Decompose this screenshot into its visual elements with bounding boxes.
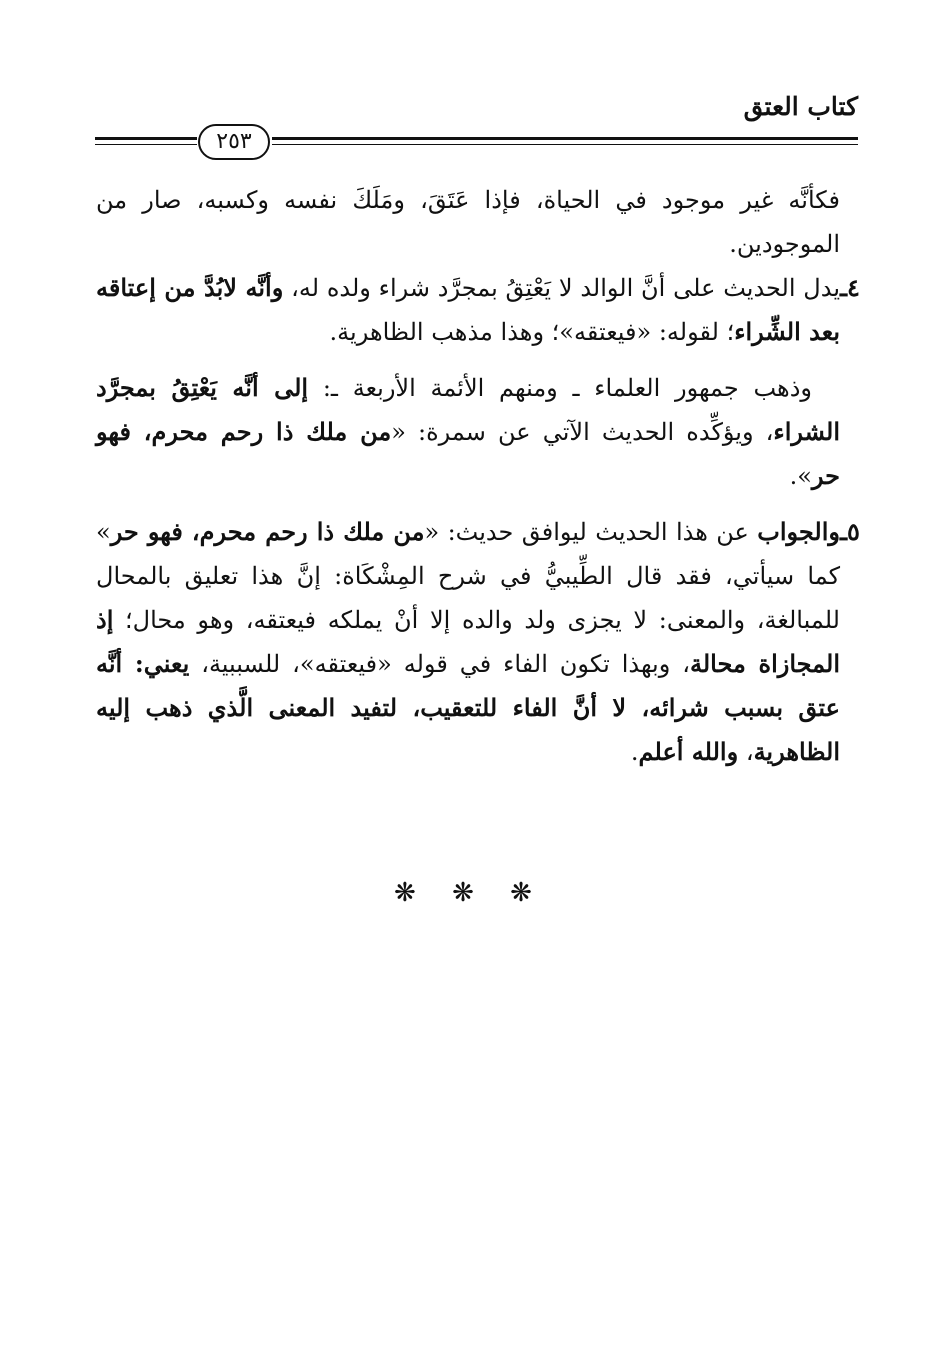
header-rule-right-thin bbox=[272, 144, 858, 145]
paragraph-continuation: فكأنَّه غير موجود في الحياة، فإذا عَتَقَ، ومَلَكَ نفسه وكسبه، صار من الموجودين. bbox=[96, 186, 841, 258]
item-number-5: ٥ـ bbox=[840, 517, 860, 546]
item-5-text-1: عن هذا الحديث ليوافق حديث: « bbox=[424, 518, 758, 546]
running-title: كتاب العتق bbox=[743, 92, 858, 121]
jumhur-text-2: ، ويؤكِّده الحديث الآتي عن سمرة: « bbox=[391, 418, 774, 446]
item-5-bold-4: يعني: أنَّه عتق بسبب شرائه، لا أنَّ الفاء للتعقيب، لتفيد المعنى الَّذي ذهب إليه الظاهرية bbox=[96, 649, 840, 766]
item-5-bold-1: والجواب bbox=[757, 517, 840, 546]
section-separator: ❋ ❋ ❋ bbox=[394, 878, 546, 908]
header-rule-left-thin bbox=[95, 144, 197, 145]
list-item-4 bbox=[96, 266, 860, 354]
item-5-bold-5: والله أعلم bbox=[638, 737, 739, 766]
item-4-text-1: يدل الحديث على أنَّ الوالد لا يَعْتِقُ بمجرَّد شراء ولده له، bbox=[283, 274, 841, 302]
item-5-text-2: » كما سيأتي، فقد قال الطِّيبيُّ في شرح المِشْكَاة: إنَّ هذا تعليق بالمحال للمبالغة، والمعنى: لا يجزى ولد والده إلا أنْ يملكه فيعتقه، وهو محال؛ bbox=[96, 518, 840, 634]
item-5-bold-2: من ملك ذا رحم محرم، فهو حر bbox=[110, 517, 425, 546]
paragraph-jumhur bbox=[96, 366, 840, 498]
header-rule-right bbox=[272, 137, 858, 140]
jumhur-bold-2: من ملك ذا رحم محرم، فهو حر bbox=[96, 417, 840, 490]
body-text bbox=[96, 178, 860, 774]
item-5-text-5: . bbox=[630, 738, 639, 766]
jumhur-text-1: وذهب جمهور العلماء ـ ومنهم الأئمة الأربعة ـ: bbox=[308, 374, 812, 402]
jumhur-text-3: ». bbox=[789, 462, 812, 490]
item-5-text-4: ، bbox=[738, 738, 754, 766]
item-4-bold-1: وأنَّه لابُدَّ من إعتاقه بعد الشِّراء bbox=[96, 273, 840, 346]
item-number-4: ٤ـ bbox=[840, 273, 860, 302]
list-item-5 bbox=[96, 510, 860, 774]
page-number: ٢٥٣ bbox=[198, 124, 270, 160]
item-5-bold-3: إذ المجازاة محالة bbox=[96, 605, 840, 678]
jumhur-bold-1: إلى أنَّه يَعْتِقُ بمجرَّد الشراء bbox=[96, 373, 840, 446]
item-4-text-2: ؛ لقوله: «فيعتقه»؛ وهذا مذهب الظاهرية. bbox=[329, 318, 735, 346]
item-5-text-3: ، وبهذا تكون الفاء في قوله «فيعتقه»، للسببية، bbox=[189, 650, 690, 678]
header-rule-left bbox=[95, 137, 197, 140]
